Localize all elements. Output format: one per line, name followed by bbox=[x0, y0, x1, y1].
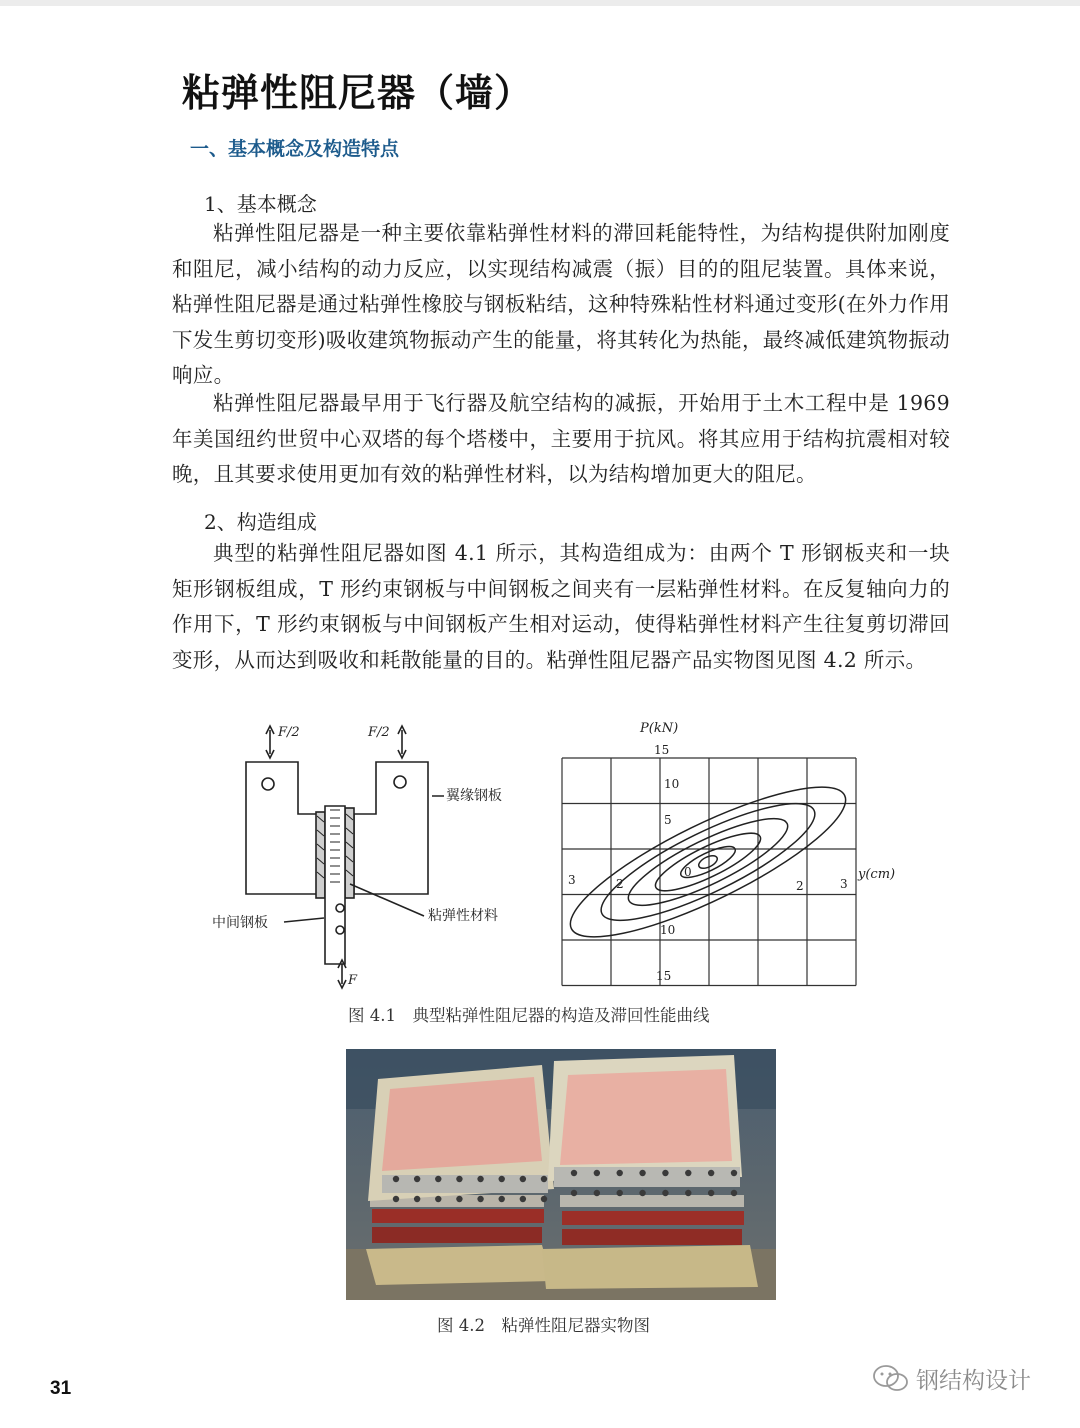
bolt-hole-icon bbox=[731, 1190, 737, 1196]
right-flange-plate bbox=[354, 762, 428, 894]
wechat-icon bbox=[872, 1364, 910, 1394]
bolt-hole-icon bbox=[499, 1196, 505, 1202]
watermark-text: 钢结构设计 bbox=[916, 1368, 1031, 1394]
bolt-hole-icon bbox=[414, 1176, 420, 1182]
figure-4-1-caption: 图 4.1 典型粘弹性阻尼器的构造及滞回性能曲线 bbox=[348, 1006, 710, 1025]
damper-stack-left bbox=[366, 1065, 554, 1285]
bolt-hole-icon bbox=[662, 1190, 668, 1196]
bolt-hole-icon bbox=[499, 1176, 505, 1182]
bolt-hole-icon bbox=[520, 1196, 526, 1202]
paragraph-composition: 典型的粘弹性阻尼器如图 4.1 所示，其构造组成为：由两个 T 形钢板夹和一块矩形钢板组成，T 形约束钢板与中间钢板之间夹有一层粘弹性材料。在反复轴向力的作用下，T 形约束钢板与中间钢板产生相对运动，使得粘弹性材料产生往复剪切滞回变形，从而达到吸收和耗散能量的目的。粘弹性阻尼器产品实物图见图 4.2 所示。 bbox=[172, 541, 950, 672]
top-border bbox=[0, 0, 1080, 6]
force-arrow-icon bbox=[398, 726, 406, 758]
figure-4-2-caption: 图 4.2 粘弹性阻尼器实物图 bbox=[437, 1316, 650, 1335]
label-viscoelastic-material: 粘弹性材料 bbox=[428, 908, 498, 924]
bolt-hole-icon bbox=[662, 1170, 668, 1176]
bolt-hole-icon bbox=[639, 1170, 645, 1176]
hysteresis-loop bbox=[589, 783, 827, 940]
tick-label: 15 bbox=[654, 743, 670, 757]
hysteresis-chart bbox=[555, 721, 895, 986]
bolt-hole-icon bbox=[435, 1196, 441, 1202]
bolt-hole-icon bbox=[685, 1170, 691, 1176]
watermark bbox=[872, 1362, 1031, 1395]
bolt-hole-icon bbox=[708, 1170, 714, 1176]
bolt-hole-icon bbox=[456, 1176, 462, 1182]
bolt-hole-icon bbox=[594, 1170, 600, 1176]
bolt-hole-icon bbox=[414, 1196, 420, 1202]
tick-label: 10 bbox=[664, 777, 680, 791]
page-title: 粘弹性阻尼器（墙） bbox=[182, 71, 534, 115]
damper-schematic bbox=[246, 726, 444, 988]
bolt-hole-icon bbox=[541, 1176, 547, 1182]
bolt-hole-icon bbox=[393, 1196, 399, 1202]
paragraph-basic-concept: 粘弹性阻尼器是一种主要依靠粘弹性材料的滞回耗能特性，为结构提供附加刚度和阻尼，减小结构的动力反应，以实现结构减震（振）目的的阻尼装置。具体来说，粘弹性阻尼器是通过粘弹性橡胶与钢板粘结，这种特殊粘性材料通过变形(在外力作用下发生剪切变形)吸收建筑物振动产生的能量，将其转化为热能，最终减低建筑物振动响应。 bbox=[172, 221, 950, 387]
subsection-composition: 2、构造组成 bbox=[204, 510, 317, 534]
label-middle-plate: 中间钢板 bbox=[212, 915, 268, 931]
middle-plate bbox=[325, 806, 345, 964]
bolt-hole-icon bbox=[617, 1170, 623, 1176]
bolt-hole-icon bbox=[541, 1196, 547, 1202]
label-flange-plate: 翼缘钢板 bbox=[446, 788, 502, 804]
tick-label: 3 bbox=[840, 877, 848, 891]
force-arrow-icon bbox=[266, 726, 274, 758]
x-axis-label: y(cm) bbox=[858, 867, 896, 882]
bolt-hole-icon bbox=[731, 1170, 737, 1176]
tick-label: 3 bbox=[568, 873, 576, 887]
bolt-hole-icon bbox=[520, 1176, 526, 1182]
bolt-hole-icon bbox=[393, 1176, 399, 1182]
section-heading: 一、基本概念及构造特点 bbox=[190, 138, 400, 160]
bolt-hole-icon bbox=[708, 1190, 714, 1196]
left-flange-plate bbox=[246, 762, 320, 894]
force-arrow-icon bbox=[338, 960, 346, 988]
bolt-hole-icon bbox=[639, 1190, 645, 1196]
tick-label: 10 bbox=[660, 923, 676, 937]
tick-label: 15 bbox=[656, 969, 672, 983]
bolt-hole-icon bbox=[435, 1176, 441, 1182]
hysteresis-loops bbox=[555, 761, 862, 963]
origin-label: 0 bbox=[684, 865, 692, 879]
force-label-bottom: F bbox=[348, 973, 358, 988]
figure-4-2-photo bbox=[346, 1049, 776, 1300]
bolt-hole-icon bbox=[594, 1190, 600, 1196]
bolt-hole-icon bbox=[456, 1196, 462, 1202]
bolt-hole-icon bbox=[617, 1190, 623, 1196]
viscoelastic-layer bbox=[316, 812, 325, 898]
paragraph-history: 粘弹性阻尼器最早用于飞行器及航空结构的减振，开始用于土木工程中是 1969 年美国纽约世贸中心双塔的每个塔楼中，主要用于抗风。将其应用于结构抗震相对较晚，且其要求使用更加有效的粘弹性材料，以为结构增加更大的阻尼。 bbox=[172, 391, 950, 486]
hysteresis-loop bbox=[555, 761, 862, 963]
figure-4-1 bbox=[200, 712, 896, 996]
force-label-left: F/2 bbox=[278, 725, 300, 740]
force-label-right: F/2 bbox=[368, 725, 390, 740]
page-number: 31 bbox=[50, 1378, 72, 1399]
y-axis-label: P(kN) bbox=[640, 721, 679, 736]
tick-label: 2 bbox=[796, 879, 804, 893]
subsection-basic-concept: 1、基本概念 bbox=[204, 192, 317, 216]
bolt-hole-icon bbox=[685, 1190, 691, 1196]
bolt-hole-icon bbox=[477, 1176, 483, 1182]
bolt-hole-icon bbox=[571, 1170, 577, 1176]
tick-label: 5 bbox=[664, 813, 672, 827]
bolt-hole-icon bbox=[477, 1196, 483, 1202]
hysteresis-loop bbox=[649, 823, 766, 901]
bolt-hole-icon bbox=[571, 1190, 577, 1196]
tick-label: 2 bbox=[616, 877, 624, 891]
